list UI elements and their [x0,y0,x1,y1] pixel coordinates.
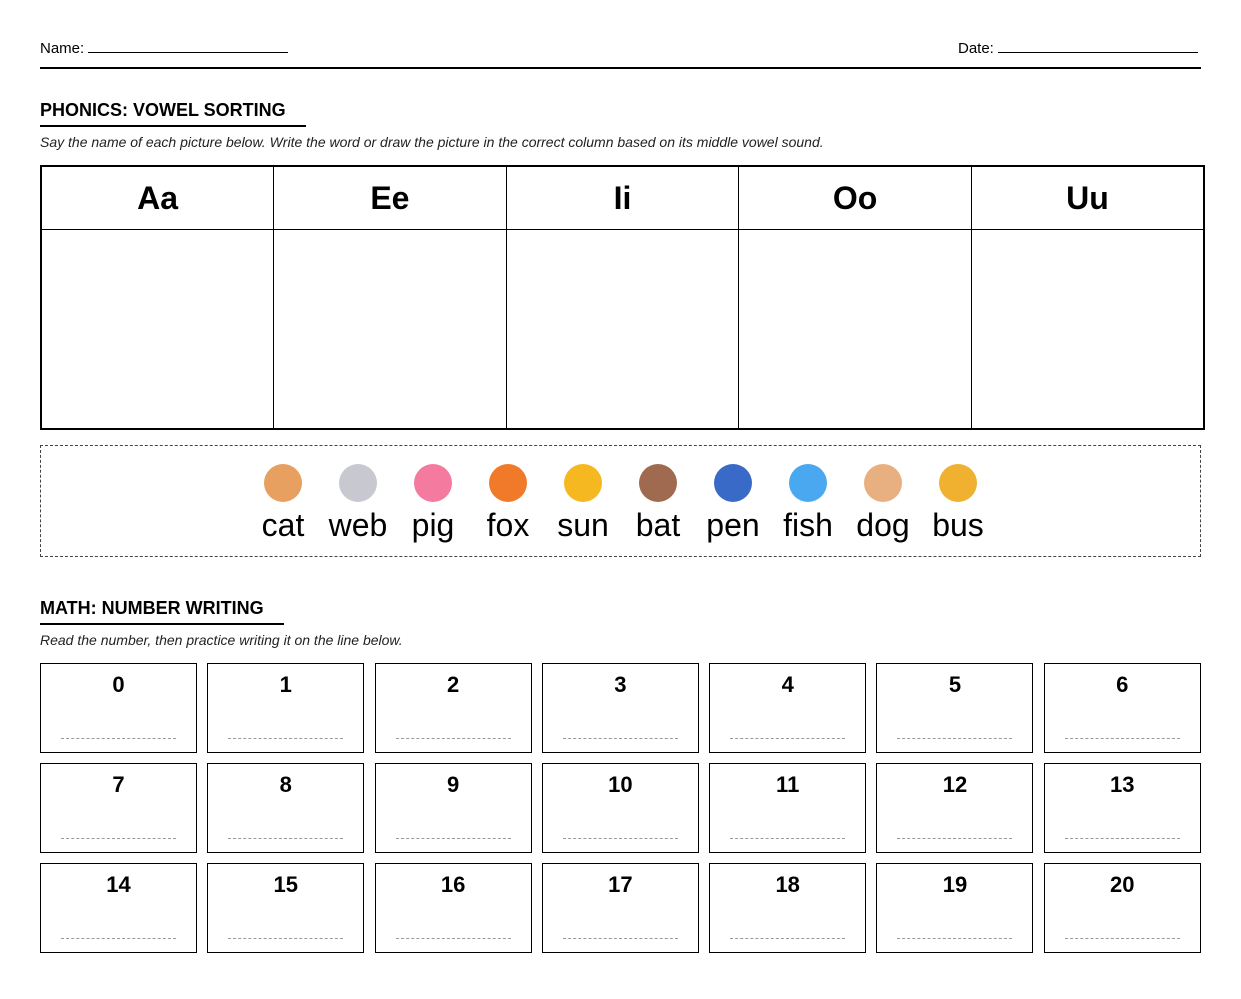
vowel-sorting-table [40,165,1205,430]
number-box [542,763,699,853]
dog-icon [864,464,902,502]
number-label: 11 [776,772,800,797]
date-blank-line[interactable] [998,52,1198,53]
number-box [40,663,197,753]
picture-word: pen [706,507,760,543]
writing-line[interactable] [396,738,511,739]
number-label: 14 [106,872,131,897]
column-header-e: Ee [274,166,507,230]
fox-icon [489,464,527,502]
phonics-instructions: Say the name of each picture below. Write the word or draw the picture in the correct column based on its middle vowel sound. [40,134,824,150]
writing-line[interactable] [563,938,678,939]
writing-line[interactable] [897,738,1012,739]
writing-line[interactable] [563,738,678,739]
number-box [876,763,1033,853]
writing-line[interactable] [61,838,176,839]
phonics-section-title: PHONICS: VOWEL SORTING [40,100,306,127]
name-blank-line[interactable] [88,52,288,53]
writing-line[interactable] [730,838,845,839]
math-instructions: Read the number, then practice writing it on the line below. [40,632,403,648]
column-cell-o[interactable] [739,230,972,430]
picture-word: web [328,507,388,543]
sun-icon [564,464,602,502]
writing-line[interactable] [396,938,511,939]
picture-item-sun [546,464,621,544]
writing-line[interactable] [61,938,176,939]
picture-item-web [321,464,396,544]
column-header-i: Ii [506,166,739,230]
number-box [876,863,1033,953]
number-label: 12 [942,772,968,797]
writing-line[interactable] [730,938,845,939]
number-box [1044,663,1201,753]
picture-item-fish [771,464,846,544]
column-cell-e[interactable] [274,230,507,430]
number-box [542,863,699,953]
number-label: 0 [112,672,125,697]
number-box [1044,863,1201,953]
number-box [207,663,364,753]
number-box [207,863,364,953]
writing-line[interactable] [228,938,343,939]
picture-item-dog [846,464,921,544]
number-label: 1 [279,672,292,697]
picture-item-pig [396,464,471,544]
number-label: 2 [446,672,460,697]
number-box [709,863,866,953]
number-box [375,863,532,953]
number-label: 3 [614,672,627,697]
picture-bank [40,445,1201,557]
writing-line[interactable] [897,938,1012,939]
number-label: 18 [775,872,800,897]
number-label: 4 [781,672,794,697]
fish-icon [789,464,827,502]
column-cell-u[interactable] [971,230,1204,430]
number-box [876,663,1033,753]
number-label: 10 [608,772,633,797]
number-box [40,863,197,953]
number-label: 19 [942,872,968,897]
writing-line[interactable] [228,738,343,739]
picture-word: pig [411,507,455,543]
number-label: 16 [440,872,466,897]
cat-icon [264,464,302,502]
writing-line[interactable] [396,838,511,839]
picture-word: fox [486,507,530,543]
bus-icon [939,464,977,502]
column-header-u: Uu [971,166,1204,230]
number-box [1044,763,1201,853]
number-label: 15 [273,872,299,897]
picture-word: sun [557,507,609,543]
number-label: 20 [1110,872,1135,897]
number-label: 5 [948,672,962,697]
number-label: 7 [112,772,125,797]
picture-item-fox [471,464,546,544]
number-label: 6 [1116,672,1129,697]
writing-line[interactable] [228,838,343,839]
date-label: Date: [958,40,994,57]
name-field[interactable] [40,40,288,57]
name-label: Name: [40,40,85,57]
number-label: 9 [446,772,460,797]
picture-item-bat [621,464,696,544]
number-label: 17 [608,872,633,897]
number-label: 13 [1110,772,1135,797]
number-label: 8 [279,772,292,797]
column-cell-a[interactable] [41,230,274,430]
picture-word: dog [856,507,910,543]
date-field[interactable] [958,40,1198,57]
number-box [375,663,532,753]
writing-line[interactable] [730,738,845,739]
spider-web-icon [339,464,377,502]
writing-line[interactable] [1065,938,1180,939]
number-box [375,763,532,853]
writing-line[interactable] [897,838,1012,839]
writing-line[interactable] [1065,738,1180,739]
pen-icon [714,464,752,502]
column-cell-i[interactable] [506,230,739,430]
column-header-o: Oo [739,166,972,230]
writing-line[interactable] [1065,838,1180,839]
number-writing-grid [40,663,1201,953]
number-box [542,663,699,753]
picture-item-cat [246,464,321,544]
writing-line[interactable] [61,738,176,739]
number-box [40,763,197,853]
math-section-title: MATH: NUMBER WRITING [40,598,284,625]
bat-icon [639,464,677,502]
column-header-a: Aa [41,166,274,230]
picture-word: bat [635,507,681,543]
number-box [207,763,364,853]
number-box [709,763,866,853]
picture-word: cat [261,507,305,543]
picture-item-pen [696,464,771,544]
header-divider [40,67,1201,69]
writing-line[interactable] [563,838,678,839]
number-box [709,663,866,753]
pig-icon [414,464,452,502]
picture-word: fish [783,507,833,543]
picture-item-bus [921,464,996,544]
picture-word: bus [932,507,984,543]
